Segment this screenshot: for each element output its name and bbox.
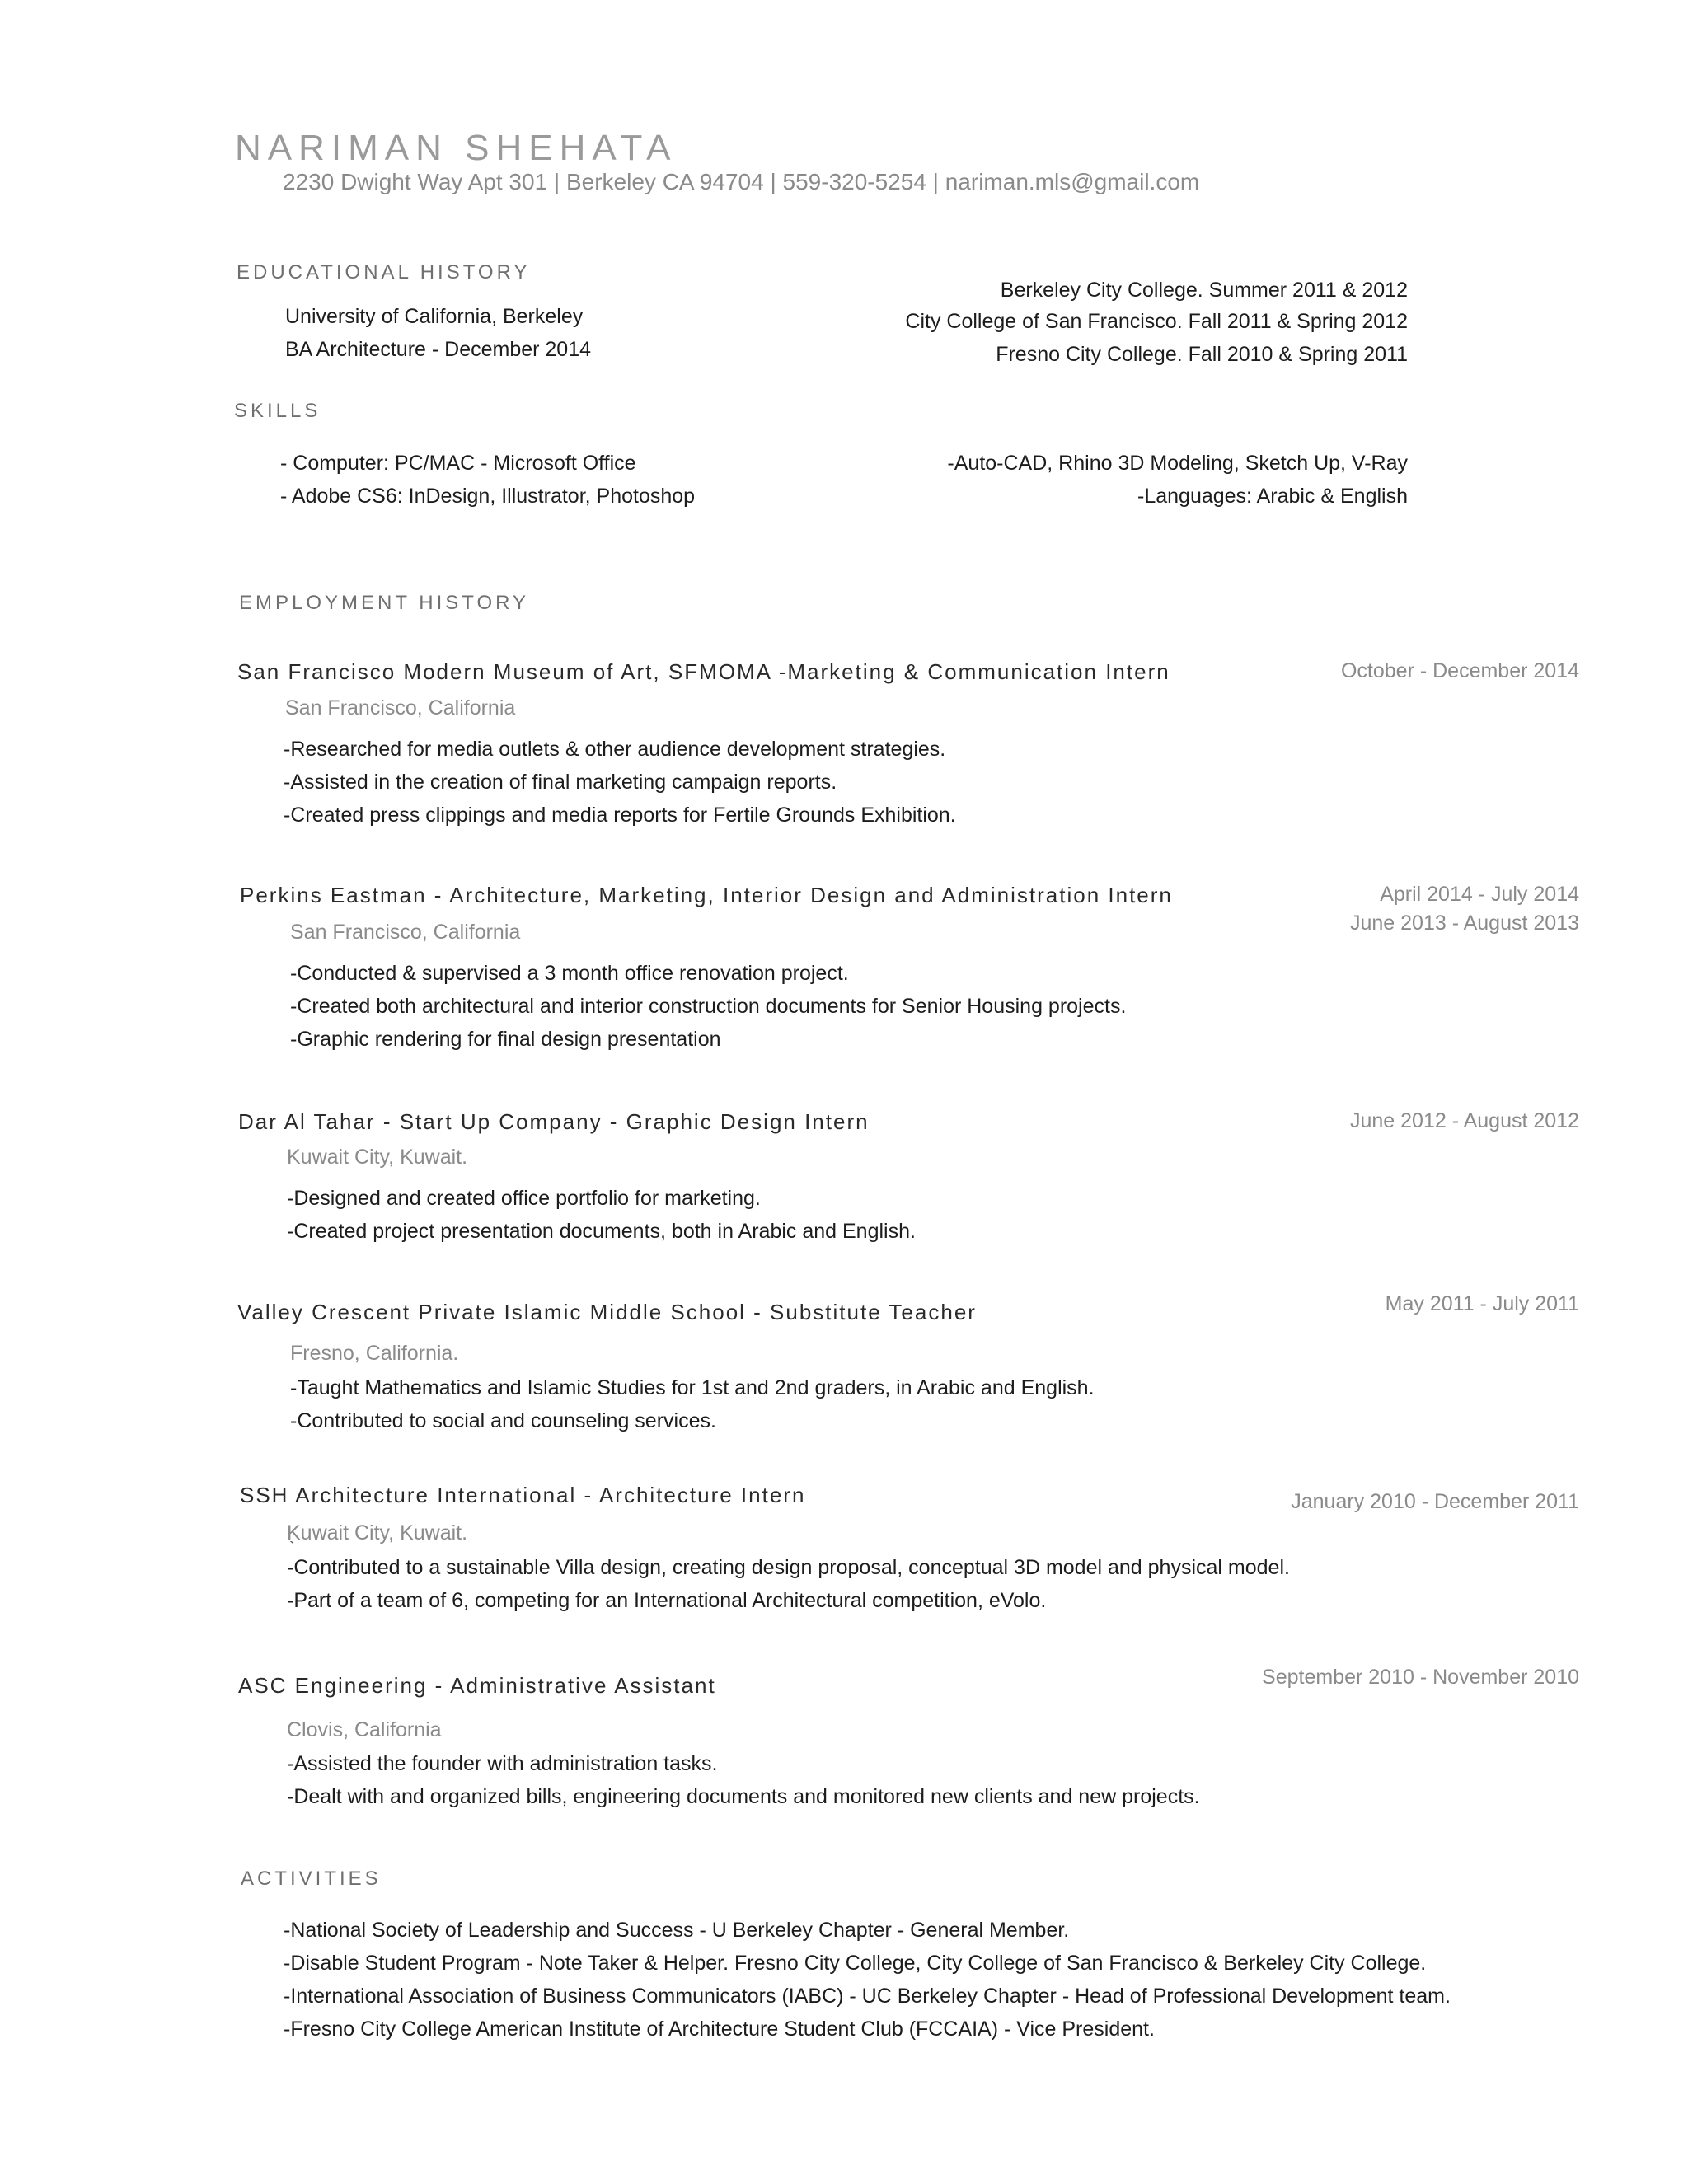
- job-location: Kuwait City, Kuwait.: [287, 1521, 468, 1544]
- job-bullet: -Assisted the founder with administration tasks.: [287, 1752, 718, 1775]
- job-title: San Francisco Modern Museum of Art, SFMOMA -Marketing & Communication Intern: [237, 659, 1170, 684]
- job-location: Kuwait City, Kuwait.: [287, 1146, 468, 1169]
- activity-item: -International Association of Business Communicators (IABC) - UC Berkeley Chapter - Head of Professional Development team.: [284, 1985, 1451, 2008]
- education-college-1: Berkeley City College. Summer 2011 & 2012: [1000, 279, 1408, 302]
- contact-info: 2230 Dwight Way Apt 301 | Berkeley CA 94704 | 559-320-5254 | nariman.mls@gmail.com: [283, 169, 1200, 194]
- job-title: Valley Crescent Private Islamic Middle School - Substitute Teacher: [237, 1300, 977, 1324]
- job-bullet: -Created press clippings and media reports for Fertile Grounds Exhibition.: [284, 804, 956, 827]
- job-bullet: -Taught Mathematics and Islamic Studies for 1st and 2nd graders, in Arabic and English.: [290, 1376, 1095, 1399]
- job-bullets: [287, 1551, 1290, 1617]
- activity-item: -Disable Student Program - Note Taker & Helper. Fresno City College, City College of San Francisco & Berkeley City College.: [284, 1952, 1427, 1975]
- job-title: Perkins Eastman - Architecture, Marketing, Interior Design and Administration Intern: [240, 883, 1173, 907]
- education-heading: EDUCATIONAL HISTORY: [237, 261, 531, 284]
- job-bullet: -Assisted in the creation of final marketing campaign reports.: [284, 771, 837, 794]
- education-college-2: City College of San Francisco. Fall 2011 & Spring 2012: [905, 310, 1408, 333]
- job-dates: January 2010 - December 2011: [1291, 1490, 1579, 1513]
- job-title: SSH Architecture International - Architecture Intern: [240, 1483, 806, 1507]
- job-dates: May 2011 - July 2011: [1385, 1292, 1579, 1315]
- job-title: Dar Al Tahar - Start Up Company - Graphic Design Intern: [238, 1109, 870, 1134]
- job-location: Clovis, California: [287, 1718, 442, 1741]
- skill-adobe: - Adobe CS6: InDesign, Illustrator, Photoshop: [280, 485, 696, 508]
- activities-list: [284, 1914, 1451, 2046]
- job-bullet: -Researched for media outlets & other audience development strategies.: [284, 738, 946, 761]
- activity-item: -National Society of Leadership and Success - U Berkeley Chapter - General Member.: [284, 1919, 1070, 1942]
- job-bullets: [284, 733, 956, 832]
- applicant-name: NARIMAN SHEHATA: [235, 128, 678, 168]
- skill-cad: -Auto-CAD, Rhino 3D Modeling, Sketch Up, V-Ray: [947, 452, 1408, 475]
- job-location: Fresno, California.: [290, 1342, 459, 1365]
- skill-languages: -Languages: Arabic & English: [1137, 485, 1408, 508]
- job-bullets: [290, 1371, 1095, 1437]
- job-location: San Francisco, California: [290, 921, 521, 944]
- job-bullet: -Part of a team of 6, competing for an International Architectural competition, eVolo.: [287, 1589, 1047, 1612]
- job-bullet: -Designed and created office portfolio for marketing.: [287, 1187, 761, 1210]
- education-degree: BA Architecture - December 2014: [285, 338, 592, 361]
- job-bullet: -Created both architectural and interior construction documents for Senior Housing projects.: [290, 995, 1127, 1018]
- job-bullet: -Graphic rendering for final design presentation: [290, 1028, 721, 1051]
- job-bullet: -Contributed to a sustainable Villa design, creating design proposal, conceptual 3D model and physical model.: [287, 1556, 1290, 1579]
- job-bullet: -Contributed to social and counseling services.: [290, 1409, 716, 1432]
- job-bullet: -Conducted & supervised a 3 month office renovation project.: [290, 962, 849, 985]
- job-dates: April 2014 - July 2014: [1380, 883, 1579, 906]
- skill-computer: - Computer: PC/MAC - Microsoft Office: [280, 452, 636, 475]
- job-dates: October - December 2014: [1340, 659, 1579, 682]
- job-bullets: [290, 957, 1126, 1056]
- job-dates-secondary: June 2013 - August 2013: [1349, 912, 1579, 935]
- job-dates: June 2012 - August 2012: [1349, 1109, 1579, 1132]
- job-bullets: [287, 1182, 916, 1248]
- job-dates: September 2010 - November 2010: [1262, 1666, 1579, 1689]
- skills-heading: SKILLS: [234, 400, 321, 422]
- education-school: University of California, Berkeley: [285, 305, 584, 328]
- job-title: ASC Engineering - Administrative Assistant: [238, 1673, 716, 1698]
- job-bullet: -Dealt with and organized bills, engineering documents and monitored new clients and new projects.: [287, 1785, 1200, 1808]
- stray-backtick-mark: `: [289, 1540, 295, 1558]
- employment-heading: EMPLOYMENT HISTORY: [239, 592, 530, 614]
- activity-item: -Fresno City College American Institute of Architecture Student Club (FCCAIA) - Vice President.: [284, 2018, 1155, 2041]
- job-bullet: -Created project presentation documents, both in Arabic and English.: [287, 1220, 916, 1243]
- activities-heading: ACTIVITIES: [241, 1868, 382, 1890]
- job-location: San Francisco, California: [285, 696, 516, 719]
- job-bullets: [287, 1747, 1200, 1813]
- education-college-3: Fresno City College. Fall 2010 & Spring 2011: [996, 343, 1408, 366]
